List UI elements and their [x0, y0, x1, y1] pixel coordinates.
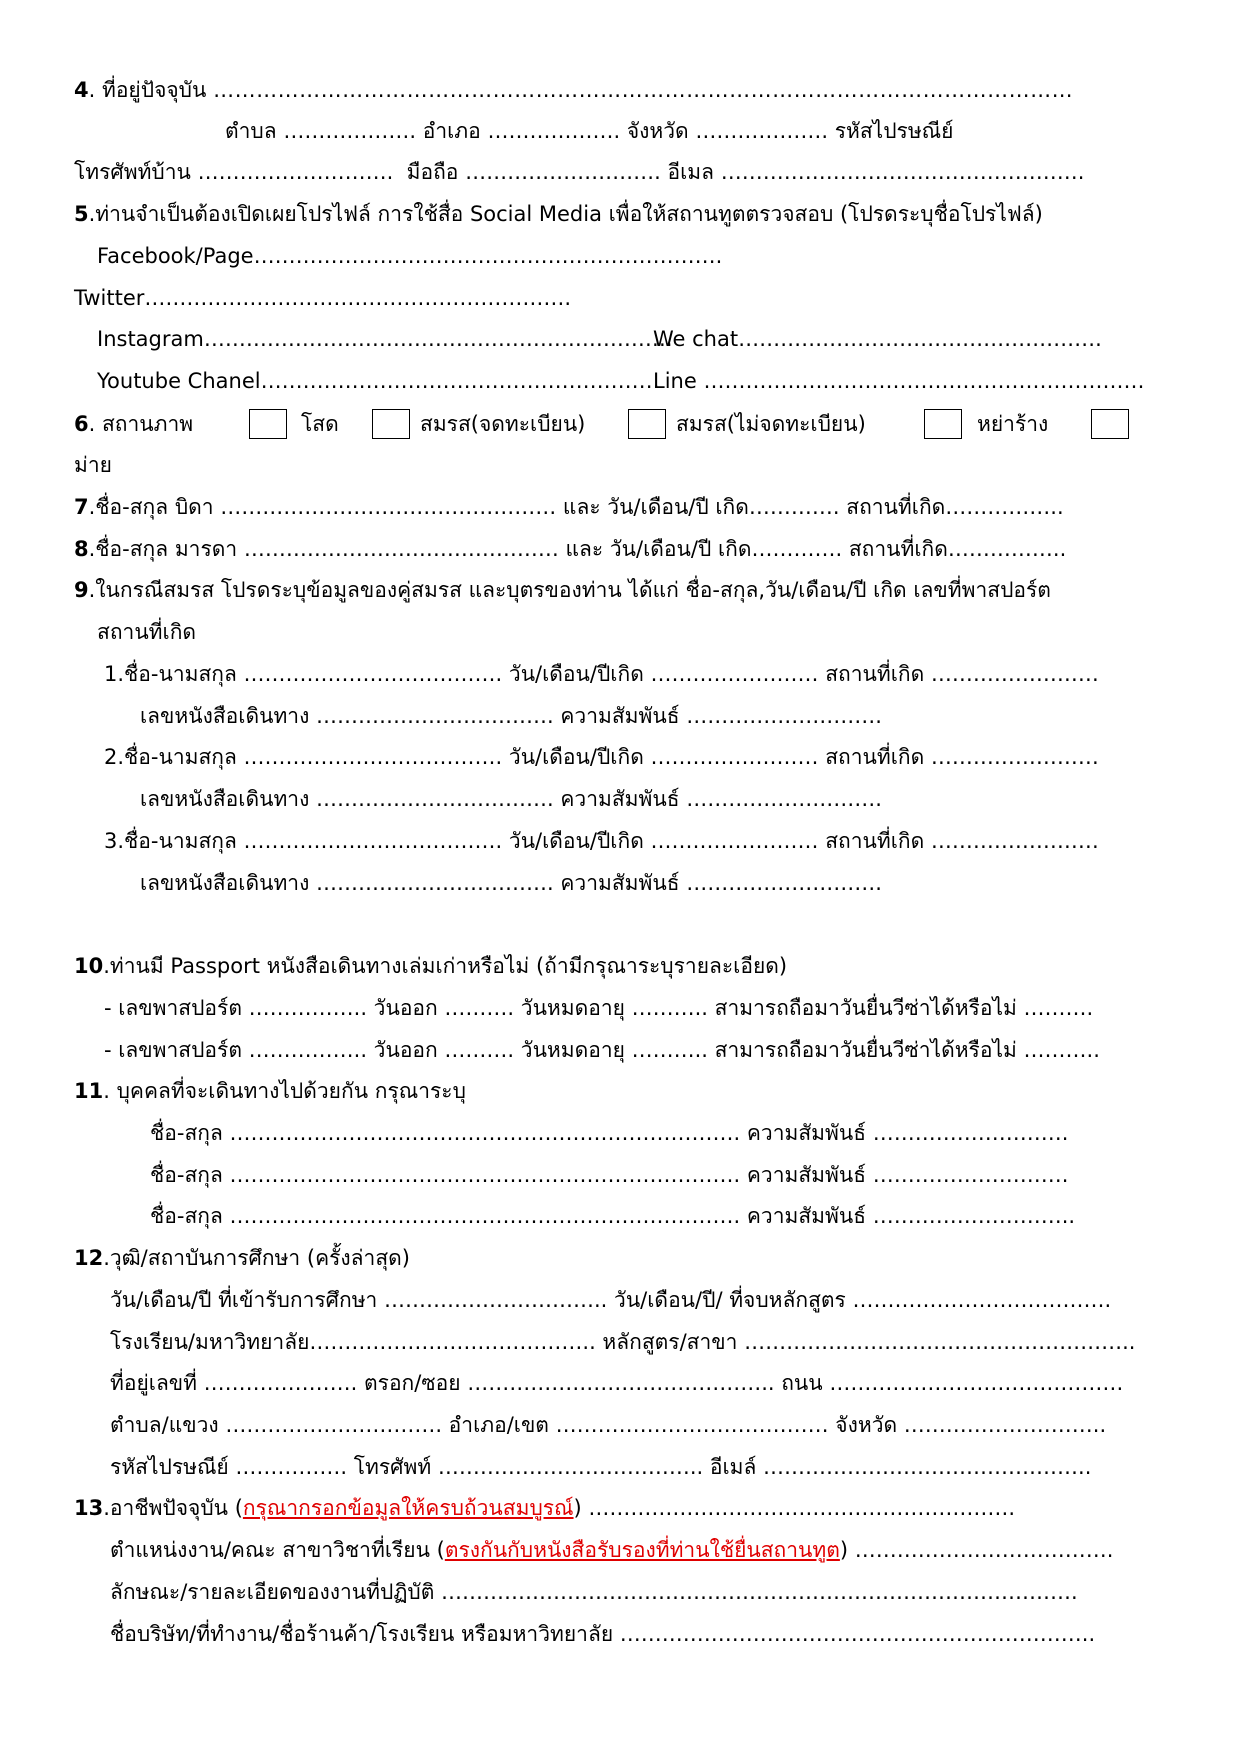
wechat-field[interactable]: We chat……………………………………………. [653, 327, 1102, 351]
q4-contact-line [74, 157, 1084, 187]
q4-address-line [74, 75, 1133, 105]
q13-number: 13 [74, 1496, 104, 1520]
q11-heading [74, 1076, 466, 1106]
q13-pre: .อาชีพปัจจุบัน ( [103, 1496, 243, 1520]
email-label: อีเมล [667, 160, 715, 184]
q8-number: 8 [74, 537, 89, 561]
family-entry-1-passport[interactable]: เลขหนังสือเดินทาง ……………………………. ความสัมพันธ์ ………………………. [140, 704, 882, 728]
companion-row-3[interactable]: ชื่อ-สกุล ………………………………………………………………. ความสัมพันธ์ ……………………….. [150, 1204, 1076, 1228]
amphoe-field[interactable]: ………………. [487, 119, 621, 143]
q8-mother-line[interactable] [74, 534, 1066, 564]
q13-position-post: ) ………………………………. [839, 1538, 1114, 1562]
married-registered-label: สมรส(จดทะเบียน) [420, 412, 586, 436]
q4-number: 4 [74, 78, 89, 102]
education-district-row[interactable]: ตำบล/แขวง …………………………. อำเภอ/เขต ………………………………… จังหวัด ……………………….. [110, 1413, 1107, 1437]
q6-heading [74, 409, 193, 439]
companion-row-2[interactable]: ชื่อ-สกุล ………………………………………………………………. ความสัมพันธ์ ………………………. [150, 1163, 1069, 1187]
province-label: จังหวัด [626, 119, 689, 143]
family-entry-2[interactable]: 2.ชื่อ-นามสกุล ………………………………. วัน/เดือน/ปีเกิด …………………… สถานที่เกิด …………………… [104, 745, 1099, 769]
mobile-label: มือถือ [406, 160, 459, 184]
q11-text: . บุคคลที่จะเดินทางไปด้วยกัน กรุณาระบุ [103, 1079, 466, 1103]
q8-text: .ชื่อ-สกุล มารดา ……………………………………… และ วัน/เดือน/ปี เกิด…………. สถานที่เกิด…………….. [88, 537, 1067, 561]
facebook-field[interactable]: Facebook/Page…………………………………………………………. [97, 244, 723, 268]
q4-label: . ที่อยู่ปัจจุบัน [88, 78, 207, 102]
q10-text: .ท่านมี Passport หนังสือเดินทางเล่มเก่าหรือไม่ (ถ้ามีกรุณาระบุรายละเอียด) [103, 954, 788, 978]
old-passport-row-2[interactable]: - เลขพาสปอร์ต …………….. วันออก ………. วันหมดอายุ ……….. สามารถถือมาวันยื่นวีซ่าได้หรือไม่ ……….. [104, 1038, 1100, 1062]
youtube-field[interactable]: Youtube Chanel………………………………………………… [97, 369, 660, 393]
old-passport-row-1[interactable]: - เลขพาสปอร์ต …………….. วันออก ………. วันหมดอายุ ……….. สามารถถือมาวันยื่นวีซ่าได้หรือไม่ ………. [104, 996, 1094, 1020]
q13-complete-info-note: กรุณากรอกข้อมูลให้ครบถ้วนสมบูรณ์ [242, 1496, 574, 1520]
q13-company-row[interactable]: ชื่อบริษัท/ที่ทำงาน/ชื่อร้านค้า/โรงเรียน หรือมหาวิทยาลัย ………………………………………………………….. [110, 1622, 1096, 1646]
education-contact-row[interactable]: รหัสไปรษณีย์ ……………. โทรศัพท์ ……………………………….. อีเมล์ ……………………………………….. [110, 1455, 1092, 1479]
postcode-label: รหัสไปรษณีย์ [834, 119, 954, 143]
q6-label: . สถานภาพ [88, 412, 194, 436]
twitter-field[interactable]: Twitter……………………………………………………. [74, 286, 572, 310]
education-address-row[interactable]: ที่อยู่เลขที่ …………………. ตรอก/ซอย …………………………………….. ถนน …………………………………… [110, 1371, 1124, 1395]
q12-text: .วุฒิ/สถาบันการศึกษา (ครั้งล่าสุด) [103, 1246, 410, 1270]
q7-text: .ชื่อ-สกุล บิดา ………………………………………… และ วัน/เดือน/ปี เกิด…………. สถานที่เกิด…………….. [88, 495, 1064, 519]
mobile-field[interactable]: ………………………. [465, 160, 661, 184]
widowed-checkbox[interactable] [1091, 409, 1129, 439]
q7-father-line[interactable] [74, 492, 1064, 522]
q9-text: .ในกรณีสมรส โปรดระบุข้อมูลของคู่สมรส และบุตรของท่าน ได้แก่ ชื่อ-สกุล,วัน/เดือน/ปี เกิด เลขที่พาสปอร์ต [88, 578, 1051, 602]
education-dates-row[interactable]: วัน/เดือน/ปี ที่เข้ารับการศึกษา ………………………….. วัน/เดือน/ปี/ ที่จบหลักสูตร ………………………………. [110, 1288, 1112, 1312]
divorced-checkbox[interactable] [924, 409, 962, 439]
education-school-row[interactable]: โรงเรียน/มหาวิทยาลัย………………………………….. หลักสูตร/สาขา ……………………………………………….. [110, 1330, 1136, 1354]
q9-heading [74, 575, 1051, 605]
married-unregistered-label: สมรส(ไม่จดทะเบียน) [676, 412, 866, 436]
q13-embassy-match-note: ตรงกันกับหนังสือรับรองที่ท่านใช้ยื่นสถานทูต [444, 1538, 840, 1562]
widowed-label: ม่าย [74, 453, 112, 477]
family-entry-1[interactable]: 1.ชื่อ-นามสกุล ………………………………. วัน/เดือน/ปีเกิด …………………… สถานที่เกิด …………………… [104, 662, 1099, 686]
family-entry-3-passport[interactable]: เลขหนังสือเดินทาง ……………………………. ความสัมพันธ์ ………………………. [140, 871, 882, 895]
q13-post: ) ……………………………………………………. [573, 1496, 1016, 1520]
divorced-label: หย่าร้าง [977, 412, 1049, 436]
email-field[interactable]: ……………………………………………. [720, 160, 1085, 184]
companion-row-1[interactable]: ชื่อ-สกุล ………………………………………………………………. ความสัมพันธ์ ………………………. [150, 1121, 1069, 1145]
q7-number: 7 [74, 495, 89, 519]
q9-continuation: สถานที่เกิด [97, 620, 197, 644]
q10-heading [74, 951, 787, 981]
q11-number: 11 [74, 1079, 104, 1103]
q13-position-row[interactable] [110, 1535, 1113, 1565]
single-label: โสด [301, 412, 339, 436]
family-entry-2-passport[interactable]: เลขหนังสือเดินทาง ……………………………. ความสัมพันธ์ ………………………. [140, 787, 882, 811]
married-unregistered-checkbox[interactable] [628, 409, 666, 439]
q12-number: 12 [74, 1246, 104, 1270]
line-field[interactable]: Line ……………………………………………………… [653, 369, 1145, 393]
q9-number: 9 [74, 578, 89, 602]
home-phone-field[interactable]: ………………………. [197, 160, 394, 184]
home-phone-label: โทรศัพท์บ้าน [74, 160, 191, 184]
q13-heading[interactable] [74, 1493, 1015, 1523]
instagram-field[interactable]: Instagram…………………………………………………………. [97, 327, 673, 351]
single-checkbox[interactable] [249, 409, 287, 439]
q5-label: .ท่านจำเป็นต้องเปิดเผยโปรไฟล์ การใช้สื่อ Social Media เพื่อให้สถานทูตตรวจสอบ (โปรดระบุชื่อโปรไฟล์) [88, 202, 1043, 226]
q4-district-line [225, 116, 953, 146]
married-registered-checkbox[interactable] [372, 409, 410, 439]
q5-number: 5 [74, 202, 89, 226]
q5-heading [74, 199, 1043, 229]
amphoe-label: อำเภอ [422, 119, 481, 143]
q4-address-field[interactable]: ………………………………………………………………………………………………………… [213, 78, 1074, 102]
q10-number: 10 [74, 954, 104, 978]
q13-position-pre: ตำแหน่งงาน/คณะ สาขาวิชาที่เรียน ( [110, 1538, 445, 1562]
q13-job-details-row[interactable]: ลักษณะ/รายละเอียดของงานที่ปฏิบัติ ………………………………………………………………………………. [110, 1580, 1078, 1604]
tambon-field[interactable]: ………………. [283, 119, 417, 143]
province-field[interactable]: ………………. [695, 119, 829, 143]
q12-heading [74, 1243, 410, 1273]
tambon-label: ตำบล [225, 119, 277, 143]
q6-number: 6 [74, 412, 89, 436]
family-entry-3[interactable]: 3.ชื่อ-นามสกุล ………………………………. วัน/เดือน/ปีเกิด …………………… สถานที่เกิด …………………… [104, 829, 1099, 853]
